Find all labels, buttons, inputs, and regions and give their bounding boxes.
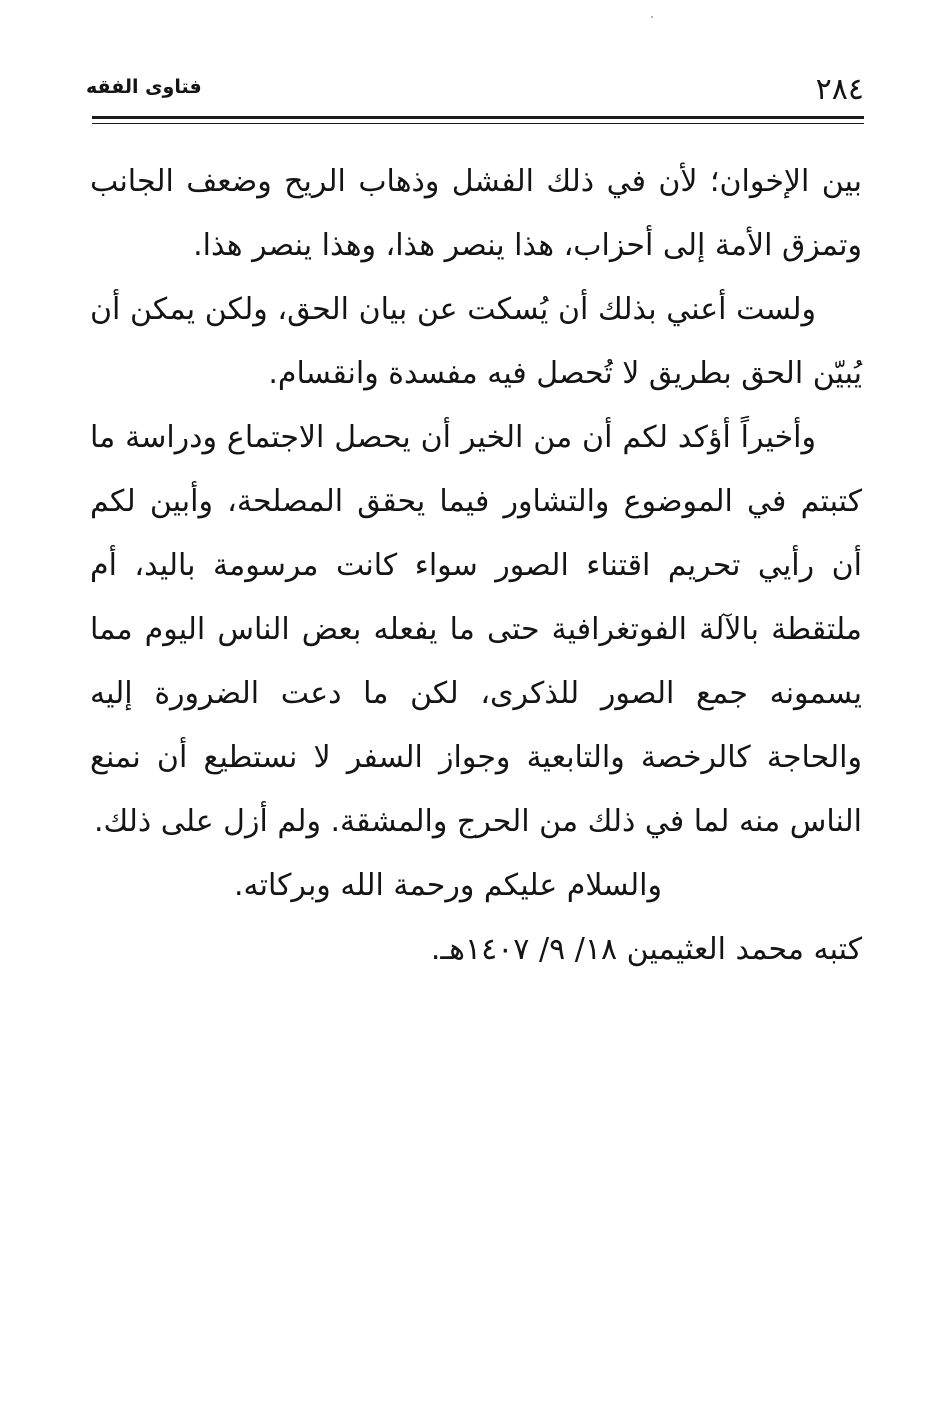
signature-line: كتبه محمد العثيمين ١٨/ ٩/ ١٤٠٧هـ. — [430, 932, 862, 967]
book-title: فتاوى الفقه — [86, 76, 202, 98]
header-rule-thick — [92, 116, 864, 119]
page-number: ٢٨٤ — [815, 72, 864, 107]
header-rule-thin — [92, 123, 864, 124]
paragraph-3: وأخيراً أؤكد لكم أن من الخير أن يحصل الاجتماع ودراسة ما كتبتم في الموضوع والتشاور فيما يحقق المصلحة، وأبين لكم أن رأيي تحريم اقتناء الصور سواء كانت مرسومة باليد، أم ملتقطة بالآلة الفوتغرافية حتى ما يفعله بعض الناس اليوم مما يسمونه جمع الصور للذكرى، لكن ما دعت الضرورة إليه والحاجة كالرخصة والتابعية وجواز السفر لا نستطيع أن نمنع الناس منه لما في ذلك من الحرج والمشقة. ولم أزل على ذلك. — [90, 420, 862, 839]
scan-speck — [651, 16, 653, 18]
closing-salutation: والسلام عليكم ورحمة الله وبركاته. — [234, 868, 662, 903]
paragraph-1: بين الإخوان؛ لأن في ذلك الفشل وذهاب الريح وضعف الجانب وتمزق الأمة إلى أحزاب، هذا ينصر هذا، وهذا ينصر هذا. — [90, 164, 862, 263]
body-text — [90, 150, 862, 982]
paragraph-2: ولست أعني بذلك أن يُسكت عن بيان الحق، ولكن يمكن أن يُبيّن الحق بطريق لا تُحصل فيه مفسدة وانقسام. — [90, 292, 862, 391]
